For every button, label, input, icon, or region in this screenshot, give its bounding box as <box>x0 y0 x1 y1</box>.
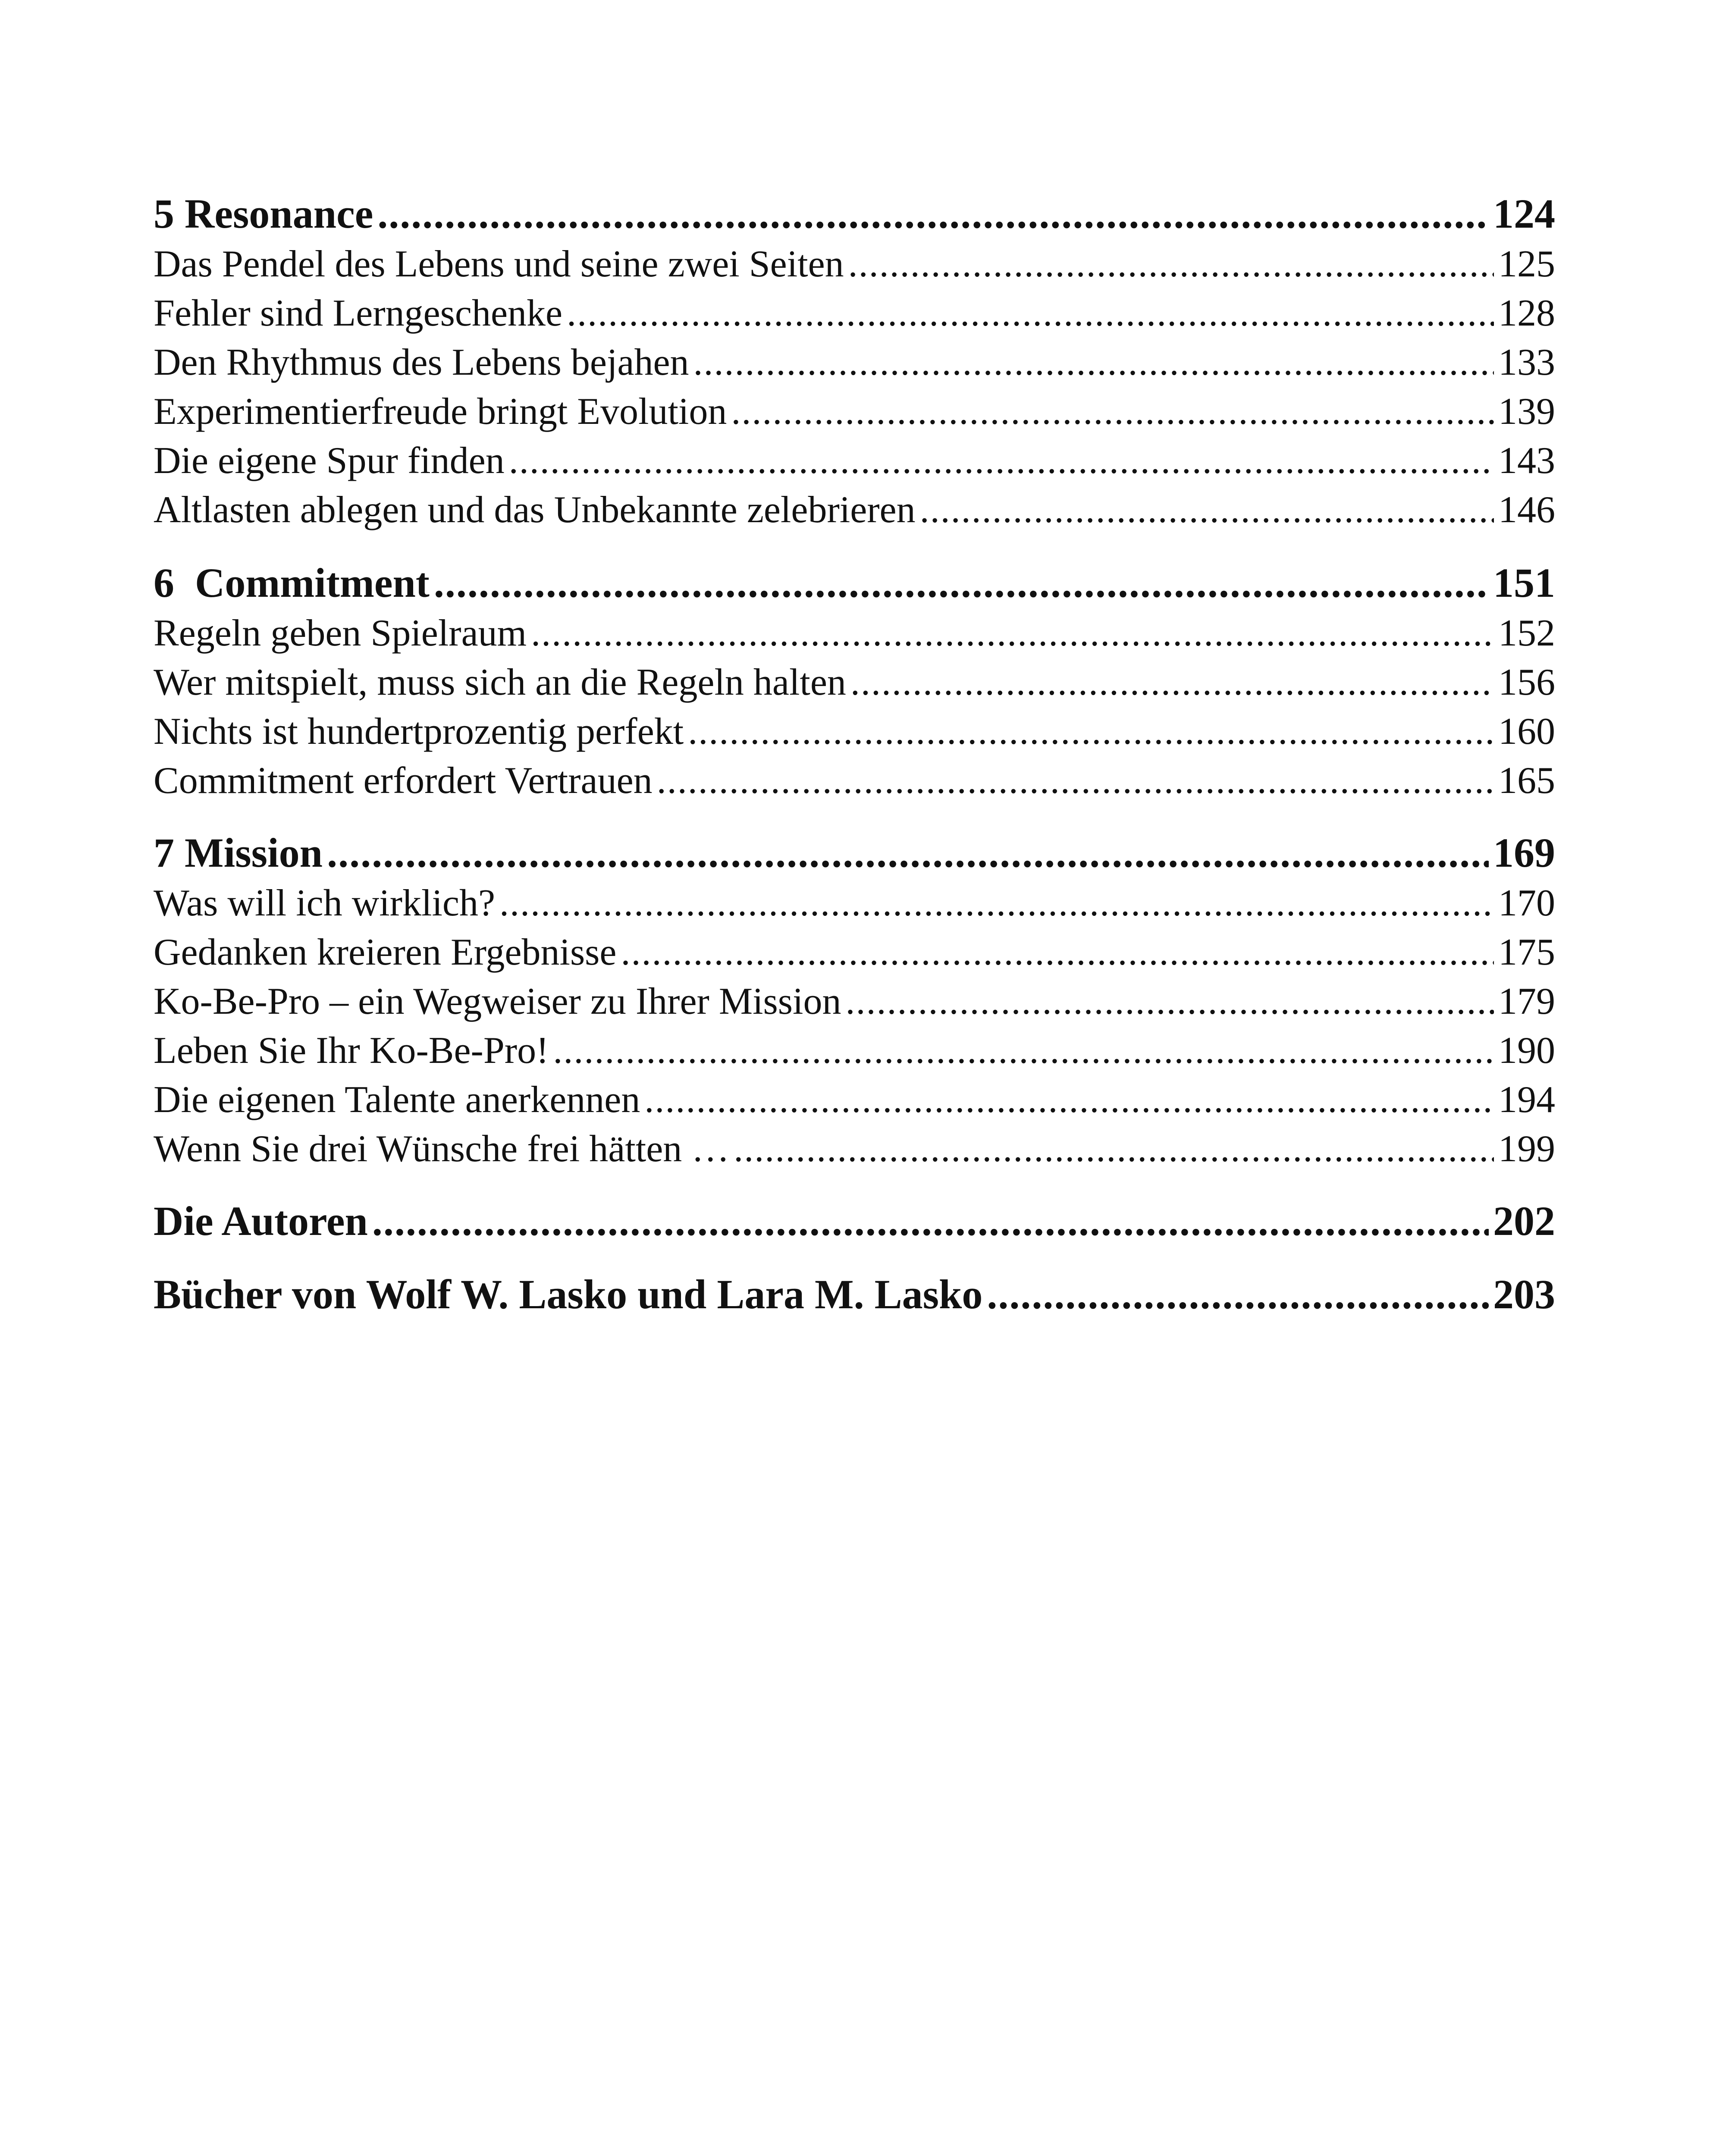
toc-entry[interactable] <box>154 341 1555 384</box>
entry-page-number: 179 <box>1498 981 1555 1022</box>
toc-entry[interactable] <box>154 611 1555 655</box>
toc-chapter-5[interactable] <box>154 190 1555 238</box>
entry-title: Was will ich wirklich? <box>154 882 496 924</box>
entry-page-number: 175 <box>1498 931 1555 973</box>
entry-page-number: 133 <box>1498 342 1555 383</box>
dot-leader <box>920 488 1494 532</box>
entry-page-number: 170 <box>1498 882 1555 924</box>
dot-leader <box>731 390 1494 433</box>
chapter-title: 6 Commitment <box>154 560 430 606</box>
toc-entry[interactable] <box>154 1078 1555 1122</box>
toc-entry[interactable] <box>154 439 1555 483</box>
entry-title: Regeln geben Spielraum <box>154 612 527 654</box>
entry-page-number: 146 <box>1498 489 1555 531</box>
chapter-page-number: 202 <box>1493 1198 1555 1244</box>
chapter-title: 7 Mission <box>154 830 323 876</box>
chapter-page-number: 203 <box>1493 1271 1555 1317</box>
dot-leader <box>499 881 1494 925</box>
entry-page-number: 143 <box>1498 440 1555 482</box>
entry-title: Den Rhythmus des Lebens bejahen <box>154 342 689 383</box>
entry-page-number: 199 <box>1498 1128 1555 1170</box>
dot-leader <box>845 980 1494 1023</box>
dot-leader <box>693 341 1494 384</box>
entry-title: Die eigene Spur finden <box>154 440 505 482</box>
entry-title: Das Pendel des Lebens und seine zwei Seiten <box>154 243 844 285</box>
dot-leader <box>531 611 1494 655</box>
entry-title: Gedanken kreieren Ergebnisse <box>154 931 617 973</box>
toc-entry[interactable] <box>154 291 1555 335</box>
toc-entry[interactable] <box>154 390 1555 433</box>
dot-leader <box>377 190 1489 238</box>
dot-leader <box>327 829 1489 877</box>
dot-leader <box>688 710 1494 753</box>
dot-leader <box>509 439 1494 483</box>
dot-leader <box>372 1197 1489 1245</box>
dot-leader <box>848 242 1494 286</box>
toc-entry[interactable] <box>154 881 1555 925</box>
entry-title: Altlasten ablegen und das Unbekannte zelebrieren <box>154 489 916 531</box>
entry-title: Ko-Be-Pro – ein Wegweiser zu Ihrer Mission <box>154 981 841 1022</box>
toc-chapter-7[interactable] <box>154 829 1555 877</box>
entry-title: Commitment erfordert Vertrauen <box>154 760 653 802</box>
dot-leader <box>553 1029 1494 1072</box>
entry-title: Fehler sind Lerngeschenke <box>154 292 563 334</box>
dot-leader <box>434 559 1489 607</box>
dot-leader <box>657 759 1494 802</box>
toc-entry[interactable] <box>154 1029 1555 1072</box>
toc-entry[interactable] <box>154 661 1555 704</box>
entry-page-number: 152 <box>1498 612 1555 654</box>
dot-leader <box>621 931 1494 974</box>
entry-title: Wer mitspielt, muss sich an die Regeln halten <box>154 661 846 703</box>
entry-title: Experimentierfreude bringt Evolution <box>154 391 727 432</box>
dot-leader <box>644 1078 1494 1122</box>
dot-leader <box>987 1270 1489 1318</box>
toc-chapter-authors[interactable] <box>154 1197 1555 1245</box>
chapter-page-number: 169 <box>1493 830 1555 876</box>
entry-page-number: 165 <box>1498 760 1555 802</box>
toc-entry[interactable] <box>154 1127 1555 1171</box>
chapter-page-number: 151 <box>1493 560 1555 606</box>
entry-page-number: 156 <box>1498 661 1555 703</box>
toc-chapter-6[interactable] <box>154 559 1555 607</box>
toc-entry[interactable] <box>154 710 1555 753</box>
dot-leader <box>567 291 1494 335</box>
dot-leader <box>850 661 1494 704</box>
toc-entry[interactable] <box>154 242 1555 286</box>
entry-title: Leben Sie Ihr Ko-Be-Pro! <box>154 1030 549 1072</box>
chapter-title: Die Autoren <box>154 1198 368 1244</box>
entry-page-number: 190 <box>1498 1030 1555 1072</box>
dot-leader <box>734 1127 1494 1171</box>
toc-chapter-books[interactable] <box>154 1270 1555 1318</box>
entry-title: Die eigenen Talente anerkennen <box>154 1079 640 1121</box>
entry-page-number: 128 <box>1498 292 1555 334</box>
entry-title: Nichts ist hundertprozentig perfekt <box>154 711 684 752</box>
entry-page-number: 194 <box>1498 1079 1555 1121</box>
entry-page-number: 139 <box>1498 391 1555 432</box>
chapter-title: 5 Resonance <box>154 191 373 237</box>
entry-title: Wenn Sie drei Wünsche frei hätten … <box>154 1128 730 1170</box>
entry-page-number: 160 <box>1498 711 1555 752</box>
toc-entry[interactable] <box>154 980 1555 1023</box>
toc-entry[interactable] <box>154 759 1555 802</box>
entry-page-number: 125 <box>1498 243 1555 285</box>
toc-entry[interactable] <box>154 488 1555 532</box>
toc-entry[interactable] <box>154 931 1555 974</box>
chapter-page-number: 124 <box>1493 191 1555 237</box>
chapter-title: Bücher von Wolf W. Lasko und Lara M. Lasko <box>154 1271 983 1317</box>
